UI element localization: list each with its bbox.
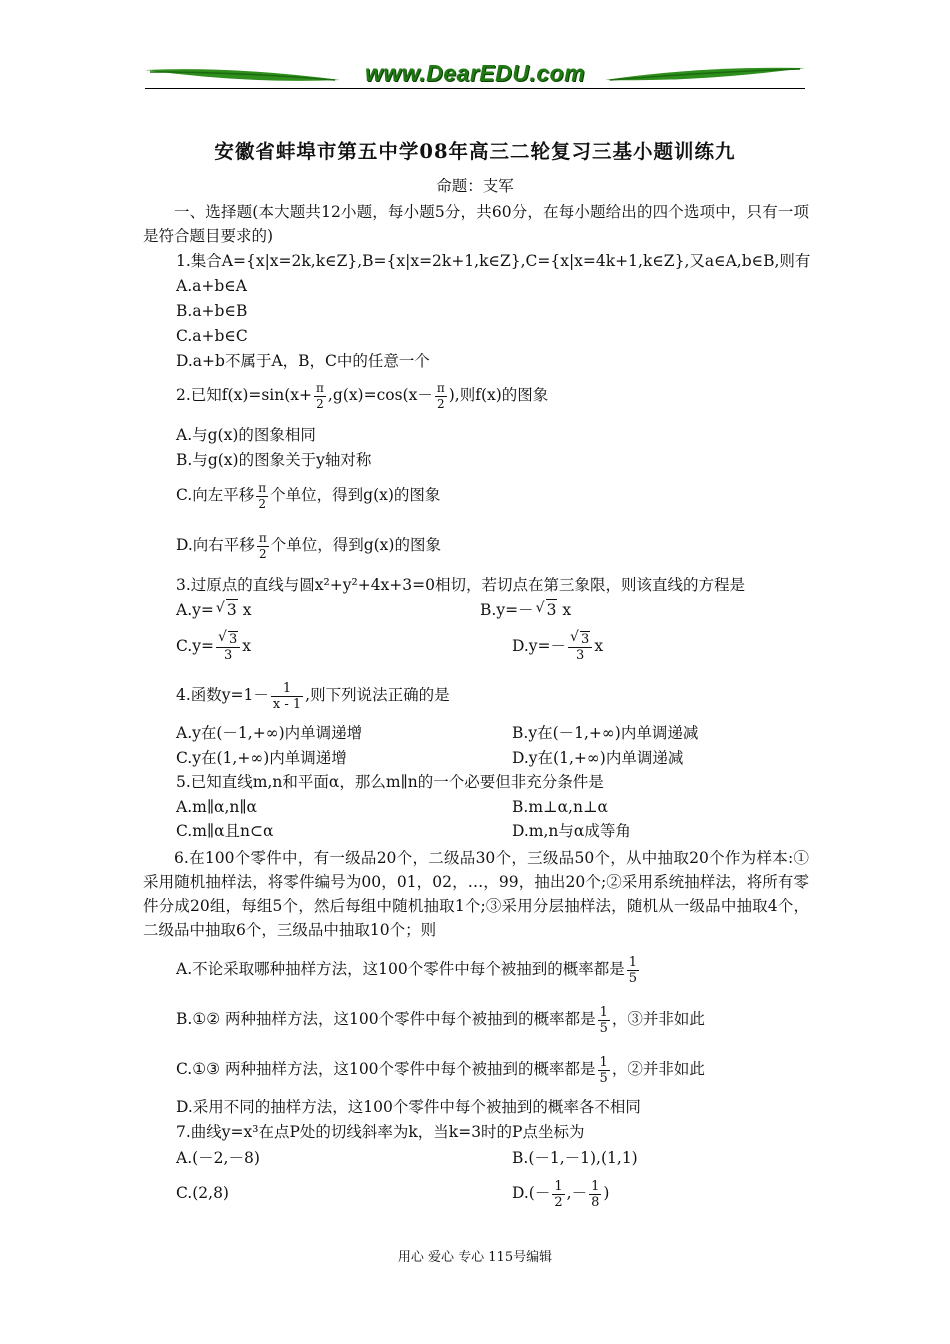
q3-d-fraction xyxy=(568,631,592,663)
q4-den: x - 1 xyxy=(272,696,302,712)
q7-d-post: ) xyxy=(603,1184,610,1202)
q6-a-fraction xyxy=(627,955,639,986)
q3-option-d xyxy=(512,628,603,664)
q4-option-a: A.y在(－1,+∞)内单调递增 xyxy=(176,724,363,742)
section-intro: 一、选择题(本大题共12小题，每小题5分，共60分，在每小题给出的四个选项中，只有一项是符合题目要求的) xyxy=(143,203,809,245)
q6-b-den: 5 xyxy=(599,1020,608,1036)
q4-stem xyxy=(176,677,450,713)
q2-c-num: π xyxy=(258,480,267,495)
q7-d-pre: D.(－ xyxy=(512,1184,551,1202)
q7-d-fraction-2 xyxy=(589,1179,601,1210)
author-line: 命题：支军 xyxy=(436,177,514,195)
q3-stem: 3.过原点的直线与圆x²+y²+4x+3=0相切，若切点在第三象限，则该直线的方程是 xyxy=(176,576,745,594)
header-rule xyxy=(145,88,805,89)
q4-num: 1 xyxy=(271,681,303,697)
q5-option-d: D.m,n与α成等角 xyxy=(512,822,631,840)
q3-d-label: D.y=－ xyxy=(512,637,567,655)
q2-option-c xyxy=(176,478,440,512)
q3-b-root: √ 3 xyxy=(546,599,558,620)
q7-d-den1: 2 xyxy=(554,1194,563,1210)
q3-option-c xyxy=(176,628,251,664)
q3-b-var: x xyxy=(562,601,572,619)
q4-stem-post: ,则下列说法正确的是 xyxy=(305,686,450,704)
q3-d-var: x xyxy=(594,637,604,655)
q2-fraction-2 xyxy=(435,381,447,412)
q2-fraction-1 xyxy=(314,381,326,412)
q2-frac1-num: π xyxy=(316,380,324,395)
site-header-banner xyxy=(140,58,810,98)
q7-stem: 7.曲线y=x³在点P处的切线斜率为k，当k=3时的P点坐标为 xyxy=(176,1123,585,1141)
q2-d-den: 2 xyxy=(258,546,267,561)
q6-b-pre: B.①② 两种抽样方法，这100个零件中每个被抽到的概率都是 xyxy=(176,1010,596,1028)
q3-c-label: C.y= xyxy=(176,637,214,655)
q7-d-num2: 1 xyxy=(591,1178,600,1194)
q2-d-fraction xyxy=(257,531,269,562)
q3-option-b xyxy=(480,599,571,620)
q2-d-post: 个单位，得到g(x)的图象 xyxy=(270,536,441,554)
q6-c-post: ，②并非如此 xyxy=(611,1060,705,1078)
q3-d-root: √ 3 xyxy=(580,631,590,647)
q2-c-den: 2 xyxy=(258,496,267,511)
page-title: 安徽省蚌埠市第五中学08年高三二轮复习三基小题训练九 xyxy=(214,140,736,163)
q5-option-c: C.m∥α且n⊂α xyxy=(176,822,274,840)
q3-c-root: √ 3 xyxy=(228,631,238,647)
q7-option-d xyxy=(512,1175,609,1211)
q1-option-b: B.a+b∈B xyxy=(176,302,248,320)
q4-option-c: C.y在(1,+∞)内单调递增 xyxy=(176,749,347,767)
q2-frac2-den: 2 xyxy=(436,396,445,411)
q6-option-b xyxy=(176,1000,705,1038)
q3-a-var: x xyxy=(242,601,252,619)
q7-option-b: B.(－1,－1),(1,1) xyxy=(512,1149,638,1167)
q7-d-mid: ,－ xyxy=(566,1184,588,1202)
q2-stem xyxy=(176,378,548,412)
q6-b-post: ，③并非如此 xyxy=(611,1010,705,1028)
q6-a-den: 5 xyxy=(628,970,637,986)
q1-stem: 1.集合A={x|x=2k,k∈Z},B={x|x=2k+1,k∈Z},C={x|x=4k+1,k∈Z},又a∈A,b∈B,则有 xyxy=(176,252,811,270)
page-footer: 用心 爱心 专心 115号编辑 xyxy=(397,1250,553,1265)
q7-d-den2: 8 xyxy=(591,1194,600,1210)
q2-c-pre: C.向左平移 xyxy=(176,486,255,504)
site-logo: www.DearEDU.com xyxy=(364,60,586,86)
q4-option-b: B.y在(－1,+∞)内单调递减 xyxy=(512,724,699,742)
q1-option-a: A.a+b∈A xyxy=(176,277,247,295)
q2-stem-pre: 2.已知f(x)=sin(x+ xyxy=(176,386,313,404)
q6-option-d: D.采用不同的抽样方法，这100个零件中每个被抽到的概率各不相同 xyxy=(176,1098,641,1116)
q6-c-fraction xyxy=(598,1055,610,1086)
q3-b-label: B.y=－ xyxy=(480,601,534,619)
q5-stem: 5.已知直线m,n和平面α，那么m∥n的一个必要但非充分条件是 xyxy=(176,773,604,791)
q4-stem-pre: 4.函数y=1－ xyxy=(176,686,269,704)
q3-c-num xyxy=(216,631,240,648)
q6-a-num: 1 xyxy=(628,954,637,970)
q6-c-num: 1 xyxy=(599,1054,608,1070)
q2-frac2-num: π xyxy=(436,380,445,395)
q2-option-a: A.与g(x)的图象相同 xyxy=(176,426,316,444)
q5-option-a: A.m∥α,n∥α xyxy=(176,798,257,816)
q6-b-num: 1 xyxy=(599,1004,608,1020)
q3-c-fraction xyxy=(216,631,240,663)
q7-d-num1: 1 xyxy=(554,1178,563,1194)
q7-option-a: A.(－2,－8) xyxy=(176,1149,260,1167)
q4-option-d: D.y在(1,+∞)内单调递减 xyxy=(512,749,684,767)
q6-c-pre: C.①③ 两种抽样方法，这100个零件中每个被抽到的概率都是 xyxy=(176,1060,596,1078)
q6-option-c xyxy=(176,1050,705,1088)
q2-d-pre: D.向右平移 xyxy=(176,536,255,554)
q3-a-label: A.y= xyxy=(176,601,214,619)
q2-c-post: 个单位，得到g(x)的图象 xyxy=(270,486,441,504)
q1-option-c: C.a+b∈C xyxy=(176,327,248,345)
q3-d-den: 3 xyxy=(576,648,585,663)
q3-option-a xyxy=(176,599,251,620)
q4-fraction xyxy=(271,681,303,712)
q3-c-den: 3 xyxy=(223,648,233,663)
q2-frac1-den: 2 xyxy=(316,396,324,411)
q2-c-fraction xyxy=(256,481,268,512)
q3-d-num xyxy=(568,631,592,648)
q5-option-b: B.m⊥α,n⊥α xyxy=(512,798,609,816)
q1-option-d: D.a+b不属于A，B，C中的任意一个 xyxy=(176,352,430,370)
q2-stem-mid: ,g(x)=cos(x－ xyxy=(327,386,433,404)
q7-d-fraction-1 xyxy=(552,1179,564,1210)
q2-stem-post: ),则f(x)的图象 xyxy=(448,386,549,404)
q3-a-root: √ 3 xyxy=(226,599,238,620)
q6-b-fraction xyxy=(598,1005,610,1036)
q7-option-c: C.(2,8) xyxy=(176,1184,229,1202)
q2-option-b: B.与g(x)的图象关于y轴对称 xyxy=(176,451,372,469)
q6-c-den: 5 xyxy=(599,1070,608,1086)
q3-c-var: x xyxy=(242,637,252,655)
q6-a-text: A.不论采取哪种抽样方法，这100个零件中每个被抽到的概率都是 xyxy=(176,960,625,978)
q6-option-a xyxy=(176,950,641,988)
q2-d-num: π xyxy=(258,530,267,545)
q6-stem: 6.在100个零件中，有一级品20个，二级品30个，三级品50个，从中抽取20个作为样本:①采用随机抽样法，将零件编号为00，01，02，…，99，抽出20个;②采用系统抽样法，将所有零件分成20组，每组5个，然后每组中随机抽取1个;③采用分层抽样法，随机从一级品中抽取4个，二级品中抽取6个，三级品中抽取10个；则 xyxy=(143,849,809,939)
q2-option-d xyxy=(176,528,441,562)
